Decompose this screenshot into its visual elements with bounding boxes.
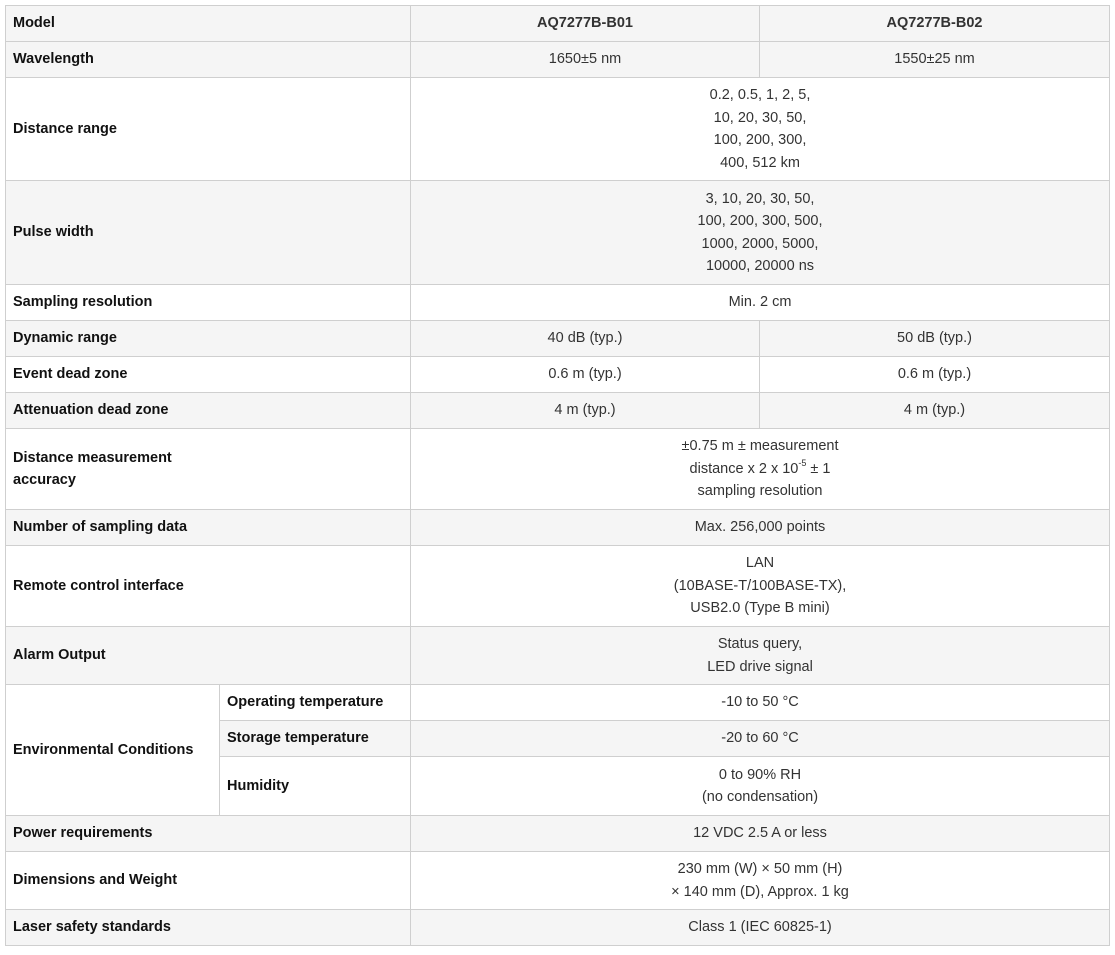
table-row-wavelength xyxy=(6,42,1110,78)
table-row-attenuation-dead-zone xyxy=(6,393,1110,429)
dimensions-value: 230 mm (W) × 50 mm (H) × 140 mm (D), Approx. 1 kg xyxy=(671,861,849,900)
header-model-label: Model xyxy=(6,6,411,42)
table-row-remote-interface xyxy=(6,546,1110,627)
alarm-output-value: Status query, LED drive signal xyxy=(707,636,813,675)
dimensions-label: Dimensions and Weight xyxy=(6,852,411,910)
table-row-distance-accuracy xyxy=(6,429,1110,510)
power-value: 12 VDC 2.5 A or less xyxy=(411,816,1110,852)
alarm-output-label: Alarm Output xyxy=(6,627,411,685)
table-row-pulse-width xyxy=(6,181,1110,285)
environmental-label: Environmental Conditions xyxy=(6,685,220,816)
distance-accuracy-exponent: -5 xyxy=(798,457,807,468)
sampling-resolution-value: Min. 2 cm xyxy=(411,285,1110,321)
event-dead-zone-b01: 0.6 m (typ.) xyxy=(411,357,760,393)
distance-accuracy-line1: ±0.75 m ± measurement xyxy=(681,438,839,455)
table-row-dynamic-range xyxy=(6,321,1110,357)
distance-accuracy-line2-pre: distance x 2 x 10 xyxy=(689,460,799,477)
dynamic-range-b01: 40 dB (typ.) xyxy=(411,321,760,357)
sampling-data-label: Number of sampling data xyxy=(6,510,411,546)
header-model-b02: AQ7277B-B02 xyxy=(760,6,1110,42)
attenuation-dead-zone-b02: 4 m (typ.) xyxy=(760,393,1110,429)
table-row-header xyxy=(6,6,1110,42)
humidity-label: Humidity xyxy=(220,757,411,816)
attenuation-dead-zone-label: Attenuation dead zone xyxy=(6,393,411,429)
laser-safety-label: Laser safety standards xyxy=(6,910,411,946)
distance-accuracy-line2-post: ± 1 xyxy=(806,460,831,477)
table-row-distance-range xyxy=(6,78,1110,181)
sampling-data-value: Max. 256,000 points xyxy=(411,510,1110,546)
table-row-sampling-data xyxy=(6,510,1110,546)
table-row-operating-temperature xyxy=(6,685,1110,721)
pulse-width-value: 3, 10, 20, 30, 50, 100, 200, 300, 500, 1000, 2000, 5000, 10000, 20000 ns xyxy=(697,190,823,274)
storage-temperature-label: Storage temperature xyxy=(220,721,411,757)
attenuation-dead-zone-b01: 4 m (typ.) xyxy=(411,393,760,429)
laser-safety-value: Class 1 (IEC 60825-1) xyxy=(411,910,1110,946)
event-dead-zone-b02: 0.6 m (typ.) xyxy=(760,357,1110,393)
header-model-b01: AQ7277B-B01 xyxy=(411,6,760,42)
distance-accuracy-label: Distance measurement accuracy xyxy=(13,449,172,488)
table-row-sampling-resolution xyxy=(6,285,1110,321)
table-row-laser-safety xyxy=(6,910,1110,946)
distance-accuracy-line3: sampling resolution xyxy=(697,483,823,500)
operating-temperature-value: -10 to 50 °C xyxy=(411,685,1110,721)
table-row-dimensions xyxy=(6,852,1110,910)
event-dead-zone-label: Event dead zone xyxy=(6,357,411,393)
table-row-alarm-output xyxy=(6,627,1110,685)
power-label: Power requirements xyxy=(6,816,411,852)
distance-range-label: Distance range xyxy=(6,78,411,181)
wavelength-b02: 1550±25 nm xyxy=(760,42,1110,78)
table-row-power xyxy=(6,816,1110,852)
dynamic-range-label: Dynamic range xyxy=(6,321,411,357)
wavelength-b01: 1650±5 nm xyxy=(411,42,760,78)
distance-accuracy-value xyxy=(411,429,1110,510)
wavelength-label: Wavelength xyxy=(6,42,411,78)
distance-accuracy-line2 xyxy=(418,458,1102,481)
humidity-value: 0 to 90% RH (no condensation) xyxy=(701,766,819,805)
distance-range-value: 0.2, 0.5, 1, 2, 5, 10, 20, 30, 50, 100, 200, 300, 400, 512 km xyxy=(709,87,811,171)
table-row-event-dead-zone xyxy=(6,357,1110,393)
sampling-resolution-label: Sampling resolution xyxy=(6,285,411,321)
dynamic-range-b02: 50 dB (typ.) xyxy=(760,321,1110,357)
pulse-width-label: Pulse width xyxy=(6,181,411,285)
remote-interface-value: LAN (10BASE-T/100BASE-TX), USB2.0 (Type B mini) xyxy=(673,555,847,617)
spec-table xyxy=(5,5,1110,946)
remote-interface-label: Remote control interface xyxy=(6,546,411,627)
operating-temperature-label: Operating temperature xyxy=(220,685,411,721)
storage-temperature-value: -20 to 60 °C xyxy=(411,721,1110,757)
